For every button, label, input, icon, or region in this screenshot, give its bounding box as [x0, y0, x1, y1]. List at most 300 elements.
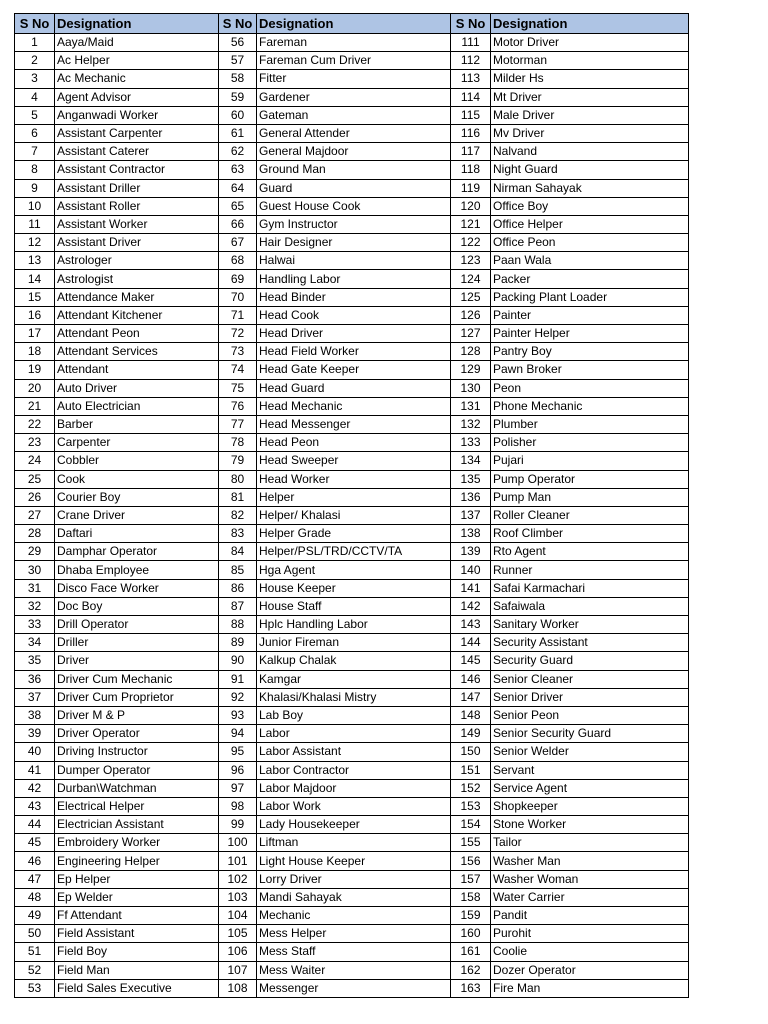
designation-cell: Labor Work — [257, 797, 451, 815]
designation-cell: Disco Face Worker — [55, 579, 219, 597]
designation-cell: Damphar Operator — [55, 543, 219, 561]
table-row — [15, 834, 689, 852]
sno-cell: 124 — [451, 270, 491, 288]
sno-cell: 86 — [219, 579, 257, 597]
table-row — [15, 434, 689, 452]
sno-cell: 81 — [219, 488, 257, 506]
sno-cell: 155 — [451, 834, 491, 852]
designation-cell: Office Peon — [491, 234, 689, 252]
designation-cell: Helper — [257, 488, 451, 506]
sno-cell: 148 — [451, 706, 491, 724]
sno-cell: 32 — [15, 597, 55, 615]
sno-cell: 131 — [451, 397, 491, 415]
designation-cell: General Attender — [257, 124, 451, 142]
sno-cell: 104 — [219, 907, 257, 925]
designation-cell: Kamgar — [257, 670, 451, 688]
table-row — [15, 488, 689, 506]
table-row — [15, 852, 689, 870]
designation-cell: Head Mechanic — [257, 397, 451, 415]
designation-cell: Roof Climber — [491, 525, 689, 543]
table-row — [15, 325, 689, 343]
designation-cell: Light House Keeper — [257, 852, 451, 870]
designation-cell: Daftari — [55, 525, 219, 543]
sno-cell: 45 — [15, 834, 55, 852]
sno-cell: 117 — [451, 143, 491, 161]
sno-cell: 5 — [15, 106, 55, 124]
designation-cell: Motorman — [491, 52, 689, 70]
table-row — [15, 525, 689, 543]
designation-cell: Mess Staff — [257, 943, 451, 961]
sno-cell: 151 — [451, 761, 491, 779]
sno-cell: 73 — [219, 343, 257, 361]
sno-cell: 134 — [451, 452, 491, 470]
designation-cell: Coolie — [491, 943, 689, 961]
sno-cell: 96 — [219, 761, 257, 779]
sno-cell: 114 — [451, 88, 491, 106]
table-row — [15, 234, 689, 252]
sno-cell: 69 — [219, 270, 257, 288]
sno-cell: 46 — [15, 852, 55, 870]
designation-cell: Head Binder — [257, 288, 451, 306]
sno-cell: 130 — [451, 379, 491, 397]
sno-cell: 122 — [451, 234, 491, 252]
sno-cell: 76 — [219, 397, 257, 415]
designation-cell: Mt Driver — [491, 88, 689, 106]
sno-cell: 19 — [15, 361, 55, 379]
designation-cell: Dozer Operator — [491, 961, 689, 979]
designation-cell: Lab Boy — [257, 706, 451, 724]
sno-cell: 128 — [451, 343, 491, 361]
sno-cell: 102 — [219, 870, 257, 888]
sno-cell: 121 — [451, 215, 491, 233]
designation-table — [14, 13, 689, 998]
designation-cell: Mandi Sahayak — [257, 888, 451, 906]
designation-cell: Washer Woman — [491, 870, 689, 888]
sno-cell: 133 — [451, 434, 491, 452]
sno-cell: 71 — [219, 306, 257, 324]
table-row — [15, 943, 689, 961]
sno-cell: 143 — [451, 616, 491, 634]
designation-cell: Field Sales Executive — [55, 979, 219, 997]
table-row — [15, 706, 689, 724]
table-row — [15, 561, 689, 579]
designation-cell: Safai Karmachari — [491, 579, 689, 597]
sno-cell: 111 — [451, 34, 491, 52]
sno-cell: 39 — [15, 725, 55, 743]
table-body — [15, 34, 689, 998]
table-row — [15, 506, 689, 524]
designation-cell: Head Field Worker — [257, 343, 451, 361]
designation-cell: Hair Designer — [257, 234, 451, 252]
table-row — [15, 816, 689, 834]
designation-cell: Gym Instructor — [257, 215, 451, 233]
designation-cell: Ff Attendant — [55, 907, 219, 925]
sno-cell: 22 — [15, 415, 55, 433]
sno-cell: 27 — [15, 506, 55, 524]
sno-cell: 3 — [15, 70, 55, 88]
sno-cell: 79 — [219, 452, 257, 470]
sno-cell: 33 — [15, 616, 55, 634]
designation-cell: Driving Instructor — [55, 743, 219, 761]
designation-cell: Labor — [257, 725, 451, 743]
sno-cell: 101 — [219, 852, 257, 870]
sno-cell: 135 — [451, 470, 491, 488]
designation-cell: Mess Waiter — [257, 961, 451, 979]
sno-cell: 129 — [451, 361, 491, 379]
designation-cell: Washer Man — [491, 852, 689, 870]
sno-cell: 80 — [219, 470, 257, 488]
sno-cell: 56 — [219, 34, 257, 52]
designation-cell: Head Cook — [257, 306, 451, 324]
designation-cell: Field Boy — [55, 943, 219, 961]
table-row — [15, 88, 689, 106]
designation-cell: Phone Mechanic — [491, 397, 689, 415]
sno-cell: 26 — [15, 488, 55, 506]
sno-cell: 12 — [15, 234, 55, 252]
table-row — [15, 106, 689, 124]
designation-cell: Office Helper — [491, 215, 689, 233]
designation-cell: Milder Hs — [491, 70, 689, 88]
designation-cell: Driller — [55, 634, 219, 652]
sno-cell: 25 — [15, 470, 55, 488]
sno-cell: 42 — [15, 779, 55, 797]
designation-cell: Sanitary Worker — [491, 616, 689, 634]
sno-cell: 17 — [15, 325, 55, 343]
designation-cell: Water Carrier — [491, 888, 689, 906]
sno-header: S No — [451, 14, 491, 34]
sno-cell: 126 — [451, 306, 491, 324]
designation-cell: Mechanic — [257, 907, 451, 925]
table-row — [15, 361, 689, 379]
designation-cell: Gardener — [257, 88, 451, 106]
designation-cell: Assistant Driver — [55, 234, 219, 252]
designation-cell: Handling Labor — [257, 270, 451, 288]
sno-cell: 8 — [15, 161, 55, 179]
designation-cell: Engineering Helper — [55, 852, 219, 870]
sno-cell: 103 — [219, 888, 257, 906]
table-row — [15, 197, 689, 215]
sno-cell: 137 — [451, 506, 491, 524]
designation-cell: Purohit — [491, 925, 689, 943]
sno-cell: 98 — [219, 797, 257, 815]
sno-cell: 37 — [15, 688, 55, 706]
designation-cell: Painter Helper — [491, 325, 689, 343]
table-row — [15, 616, 689, 634]
designation-cell: Shopkeeper — [491, 797, 689, 815]
designation-cell: Courier Boy — [55, 488, 219, 506]
sno-cell: 77 — [219, 415, 257, 433]
sno-cell: 30 — [15, 561, 55, 579]
sno-header: S No — [219, 14, 257, 34]
designation-cell: Cobbler — [55, 452, 219, 470]
sno-cell: 64 — [219, 179, 257, 197]
sno-cell: 136 — [451, 488, 491, 506]
table-row — [15, 670, 689, 688]
designation-cell: House Keeper — [257, 579, 451, 597]
sno-cell: 153 — [451, 797, 491, 815]
sno-cell: 78 — [219, 434, 257, 452]
designation-cell: Pandit — [491, 907, 689, 925]
designation-cell: Guard — [257, 179, 451, 197]
designation-cell: Khalasi/Khalasi Mistry — [257, 688, 451, 706]
table-row — [15, 652, 689, 670]
sno-cell: 59 — [219, 88, 257, 106]
table-row — [15, 634, 689, 652]
sno-cell: 53 — [15, 979, 55, 997]
sno-cell: 43 — [15, 797, 55, 815]
table-row — [15, 688, 689, 706]
sno-cell: 1 — [15, 34, 55, 52]
sno-cell: 31 — [15, 579, 55, 597]
sno-cell: 85 — [219, 561, 257, 579]
designation-cell: Rto Agent — [491, 543, 689, 561]
designation-cell: Runner — [491, 561, 689, 579]
sno-cell: 145 — [451, 652, 491, 670]
designation-cell: Helper/PSL/TRD/CCTV/TA — [257, 543, 451, 561]
sno-cell: 68 — [219, 252, 257, 270]
table-row — [15, 543, 689, 561]
sno-cell: 44 — [15, 816, 55, 834]
sno-cell: 14 — [15, 270, 55, 288]
table-row — [15, 52, 689, 70]
designation-cell: Driver Operator — [55, 725, 219, 743]
table-row — [15, 397, 689, 415]
table-row — [15, 415, 689, 433]
sno-cell: 158 — [451, 888, 491, 906]
designation-cell: Senior Security Guard — [491, 725, 689, 743]
sno-cell: 9 — [15, 179, 55, 197]
sno-cell: 49 — [15, 907, 55, 925]
designation-cell: Assistant Driller — [55, 179, 219, 197]
designation-cell: Doc Boy — [55, 597, 219, 615]
sno-cell: 61 — [219, 124, 257, 142]
designation-cell: Drill Operator — [55, 616, 219, 634]
designation-cell: Head Driver — [257, 325, 451, 343]
sno-cell: 94 — [219, 725, 257, 743]
sno-cell: 97 — [219, 779, 257, 797]
sno-cell: 24 — [15, 452, 55, 470]
designation-cell: Auto Electrician — [55, 397, 219, 415]
sno-cell: 48 — [15, 888, 55, 906]
designation-cell: Motor Driver — [491, 34, 689, 52]
designation-cell: Assistant Caterer — [55, 143, 219, 161]
table-row — [15, 597, 689, 615]
sno-cell: 11 — [15, 215, 55, 233]
table-row — [15, 343, 689, 361]
designation-cell: Nalvand — [491, 143, 689, 161]
designation-cell: Driver — [55, 652, 219, 670]
designation-cell: Dhaba Employee — [55, 561, 219, 579]
designation-cell: Assistant Worker — [55, 215, 219, 233]
designation-cell: Helper Grade — [257, 525, 451, 543]
designation-cell: Painter — [491, 306, 689, 324]
designation-header: Designation — [491, 14, 689, 34]
sno-cell: 38 — [15, 706, 55, 724]
table-row — [15, 870, 689, 888]
designation-cell: Embroidery Worker — [55, 834, 219, 852]
table-row — [15, 124, 689, 142]
designation-cell: Crane Driver — [55, 506, 219, 524]
table-row — [15, 579, 689, 597]
sno-cell: 52 — [15, 961, 55, 979]
designation-cell: Security Guard — [491, 652, 689, 670]
sno-cell: 93 — [219, 706, 257, 724]
table-row — [15, 470, 689, 488]
sno-cell: 89 — [219, 634, 257, 652]
designation-cell: Mv Driver — [491, 124, 689, 142]
sno-cell: 125 — [451, 288, 491, 306]
sno-cell: 123 — [451, 252, 491, 270]
designation-cell: Packing Plant Loader — [491, 288, 689, 306]
table-row — [15, 306, 689, 324]
sno-cell: 127 — [451, 325, 491, 343]
designation-cell: Halwai — [257, 252, 451, 270]
sno-cell: 41 — [15, 761, 55, 779]
designation-cell: Astrologist — [55, 270, 219, 288]
table-row — [15, 179, 689, 197]
sno-cell: 132 — [451, 415, 491, 433]
sno-cell: 142 — [451, 597, 491, 615]
designation-cell: Office Boy — [491, 197, 689, 215]
sno-cell: 118 — [451, 161, 491, 179]
designation-cell: Agent Advisor — [55, 88, 219, 106]
designation-header: Designation — [257, 14, 451, 34]
table-row — [15, 743, 689, 761]
table-row — [15, 779, 689, 797]
sno-cell: 28 — [15, 525, 55, 543]
sno-cell: 99 — [219, 816, 257, 834]
designation-cell: Fire Man — [491, 979, 689, 997]
designation-cell: Guest House Cook — [257, 197, 451, 215]
sno-cell: 156 — [451, 852, 491, 870]
designation-cell: Night Guard — [491, 161, 689, 179]
sno-cell: 7 — [15, 143, 55, 161]
sno-cell: 83 — [219, 525, 257, 543]
designation-cell: Astrologer — [55, 252, 219, 270]
designation-cell: Male Driver — [491, 106, 689, 124]
sno-cell: 57 — [219, 52, 257, 70]
designation-cell: Roller Cleaner — [491, 506, 689, 524]
designation-cell: Ac Mechanic — [55, 70, 219, 88]
designation-cell: Senior Peon — [491, 706, 689, 724]
sno-cell: 60 — [219, 106, 257, 124]
designation-cell: Plumber — [491, 415, 689, 433]
designation-cell: Mess Helper — [257, 925, 451, 943]
sno-cell: 107 — [219, 961, 257, 979]
sno-cell: 91 — [219, 670, 257, 688]
designation-cell: Senior Welder — [491, 743, 689, 761]
designation-cell: Auto Driver — [55, 379, 219, 397]
designation-cell: Tailor — [491, 834, 689, 852]
sno-cell: 47 — [15, 870, 55, 888]
sno-cell: 140 — [451, 561, 491, 579]
designation-cell: Service Agent — [491, 779, 689, 797]
table-row — [15, 925, 689, 943]
sno-cell: 160 — [451, 925, 491, 943]
designation-cell: Polisher — [491, 434, 689, 452]
designation-cell: General Majdoor — [257, 143, 451, 161]
designation-cell: Assistant Roller — [55, 197, 219, 215]
designation-cell: Paan Wala — [491, 252, 689, 270]
header-row — [15, 14, 689, 34]
sno-cell: 10 — [15, 197, 55, 215]
designation-cell: Liftman — [257, 834, 451, 852]
sno-cell: 62 — [219, 143, 257, 161]
sno-cell: 113 — [451, 70, 491, 88]
designation-cell: Ground Man — [257, 161, 451, 179]
designation-cell: Gateman — [257, 106, 451, 124]
designation-cell: Attendant Kitchener — [55, 306, 219, 324]
sno-cell: 149 — [451, 725, 491, 743]
sno-cell: 82 — [219, 506, 257, 524]
sno-cell: 161 — [451, 943, 491, 961]
designation-cell: Head Gate Keeper — [257, 361, 451, 379]
sno-cell: 147 — [451, 688, 491, 706]
table-row — [15, 70, 689, 88]
sno-cell: 75 — [219, 379, 257, 397]
table-row — [15, 979, 689, 997]
designation-cell: Attendant Peon — [55, 325, 219, 343]
table-row — [15, 252, 689, 270]
sno-cell: 120 — [451, 197, 491, 215]
designation-cell: Attendant Services — [55, 343, 219, 361]
sno-cell: 116 — [451, 124, 491, 142]
designation-cell: Durban\Watchman — [55, 779, 219, 797]
sno-cell: 35 — [15, 652, 55, 670]
sno-cell: 72 — [219, 325, 257, 343]
designation-cell: Security Assistant — [491, 634, 689, 652]
sno-cell: 16 — [15, 306, 55, 324]
sno-cell: 18 — [15, 343, 55, 361]
sno-cell: 87 — [219, 597, 257, 615]
designation-cell: Senior Cleaner — [491, 670, 689, 688]
designation-cell: Head Worker — [257, 470, 451, 488]
designation-cell: Labor Majdoor — [257, 779, 451, 797]
designation-cell: Peon — [491, 379, 689, 397]
table-row — [15, 961, 689, 979]
sno-cell: 119 — [451, 179, 491, 197]
designation-cell: Pawn Broker — [491, 361, 689, 379]
table-row — [15, 270, 689, 288]
sno-cell: 115 — [451, 106, 491, 124]
designation-cell: Head Messenger — [257, 415, 451, 433]
designation-cell: Field Man — [55, 961, 219, 979]
sno-cell: 106 — [219, 943, 257, 961]
sno-cell: 141 — [451, 579, 491, 597]
sno-cell: 144 — [451, 634, 491, 652]
designation-cell: Helper/ Khalasi — [257, 506, 451, 524]
sno-cell: 159 — [451, 907, 491, 925]
designation-cell: Labor Contractor — [257, 761, 451, 779]
designation-cell: Labor Assistant — [257, 743, 451, 761]
designation-cell: Messenger — [257, 979, 451, 997]
sno-cell: 20 — [15, 379, 55, 397]
designation-cell: Kalkup Chalak — [257, 652, 451, 670]
designation-cell: Pump Man — [491, 488, 689, 506]
sno-cell: 112 — [451, 52, 491, 70]
table-row — [15, 143, 689, 161]
sno-cell: 150 — [451, 743, 491, 761]
sno-cell: 139 — [451, 543, 491, 561]
designation-cell: Fitter — [257, 70, 451, 88]
designation-cell: Carpenter — [55, 434, 219, 452]
sno-cell: 163 — [451, 979, 491, 997]
designation-cell: Head Peon — [257, 434, 451, 452]
sno-cell: 95 — [219, 743, 257, 761]
designation-cell: Fareman Cum Driver — [257, 52, 451, 70]
designation-cell: Electrician Assistant — [55, 816, 219, 834]
sno-cell: 90 — [219, 652, 257, 670]
